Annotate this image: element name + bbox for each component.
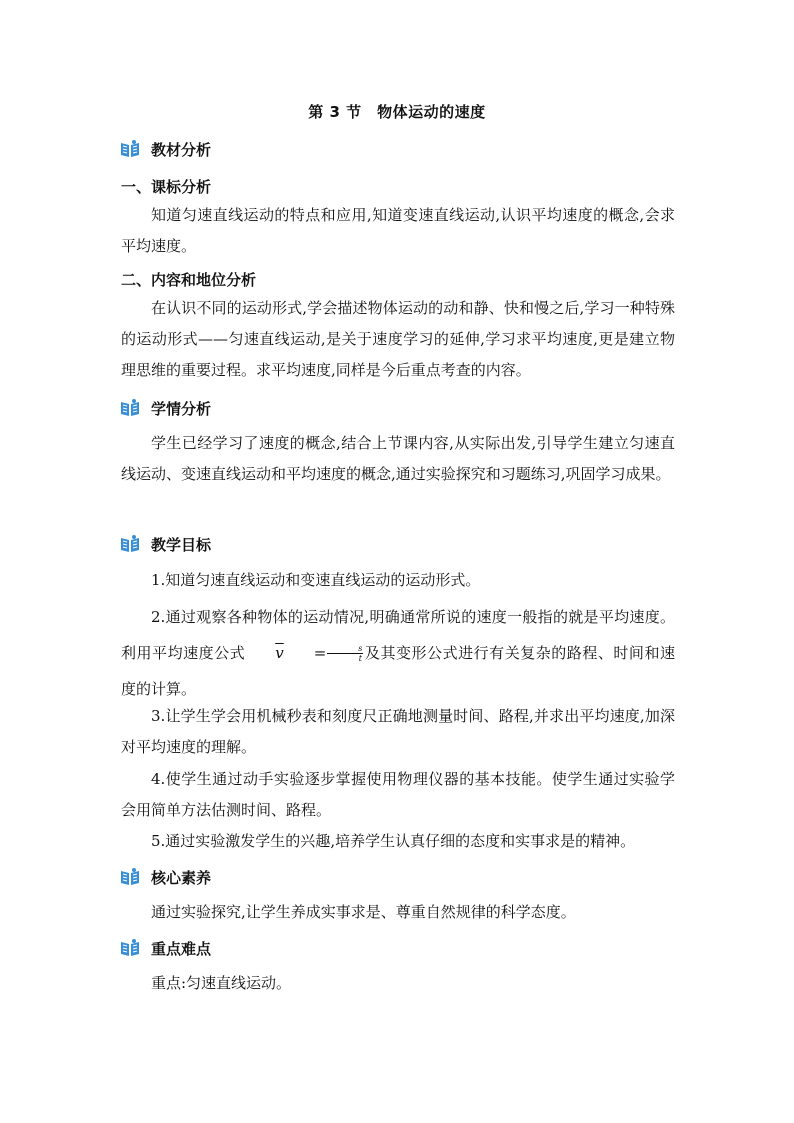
- goal-1: 1.知道匀速直线运动和变速直线运动的运动形式。: [151, 571, 481, 589]
- paragraph-content: 在认识不同的运动形式,学会描述物体运动的动和静、快和慢之后,学习一种特殊的运动形式——匀速直线运动,是关于速度学习的延伸,学习求平均速度,更是建立物理思维的重要过程。求平均速度,同样是今后重点考查的内容。: [121, 299, 675, 379]
- section-heading: 教学目标: [151, 535, 212, 554]
- section-learning: [119, 396, 211, 420]
- formula-v: $\overline{v}$: [275, 644, 284, 662]
- paragraph-learning: 学生已经学习了速度的概念,结合上节课内容,从实际出发,引导学生建立匀速直线运动、变速直线运动和平均速度的概念,通过实验探究和习题练习,巩固学习成果。: [121, 434, 675, 483]
- paragraph-standards: 知道匀速直线运动的特点和应用,知道变速直线运动,认识平均速度的概念,会求平均速度。: [121, 206, 675, 255]
- formula-denominator: t: [358, 653, 362, 663]
- section-heading: 教材分析: [151, 140, 212, 159]
- section-core: [119, 865, 211, 889]
- goal-5: 5.通过实验激发学生的兴趣,培养学生认真仔细的态度和实事求是的精神。: [151, 832, 636, 850]
- goal-2-text-b: 及其变形公式进行有关复杂的路程、时间和速度的计算。: [121, 644, 675, 698]
- goal-4: 4.使学生通过动手实验逐步掌握使用物理仪器的基本技能。使学生通过实验学会用简单方法估测时间、路程。: [121, 770, 675, 819]
- book-icon: [119, 867, 141, 887]
- formula-fraction: [327, 644, 363, 663]
- paragraph-keypoints: 重点:匀速直线运动。: [151, 974, 292, 992]
- section-keypoints: [119, 936, 211, 960]
- section-heading: 核心素养: [151, 868, 212, 887]
- book-icon: [119, 398, 141, 418]
- section-goals: [119, 532, 211, 556]
- section-heading: 学情分析: [151, 399, 212, 418]
- sub-heading-content: 二、内容和地位分析: [121, 271, 257, 289]
- formula-numerator: s: [327, 644, 363, 654]
- book-icon: [119, 938, 141, 958]
- sub-heading-standards: 一、课标分析: [121, 178, 212, 196]
- book-icon: [119, 534, 141, 554]
- section-analysis: [119, 137, 211, 161]
- formula-equals: =: [313, 644, 327, 662]
- page-title: 第 3 节 物体运动的速度: [308, 103, 486, 121]
- average-speed-formula: [245, 635, 364, 671]
- goal-2-text-a: 2.通过观察各种物体的运动情况,明确通常所说的速度一般指的就是平均速度。利用平均速度公式: [121, 608, 675, 662]
- section-heading: 重点难点: [151, 939, 212, 958]
- book-icon: [119, 139, 141, 159]
- goal-3: 3.让学生学会用机械秒表和刻度尺正确地测量时间、路程,并求出平均速度,加深对平均速度的理解。: [121, 707, 675, 756]
- paragraph-core: 通过实验探究,让学生养成实事求是、尊重自然规律的科学态度。: [151, 903, 576, 921]
- goal-2: [121, 599, 675, 707]
